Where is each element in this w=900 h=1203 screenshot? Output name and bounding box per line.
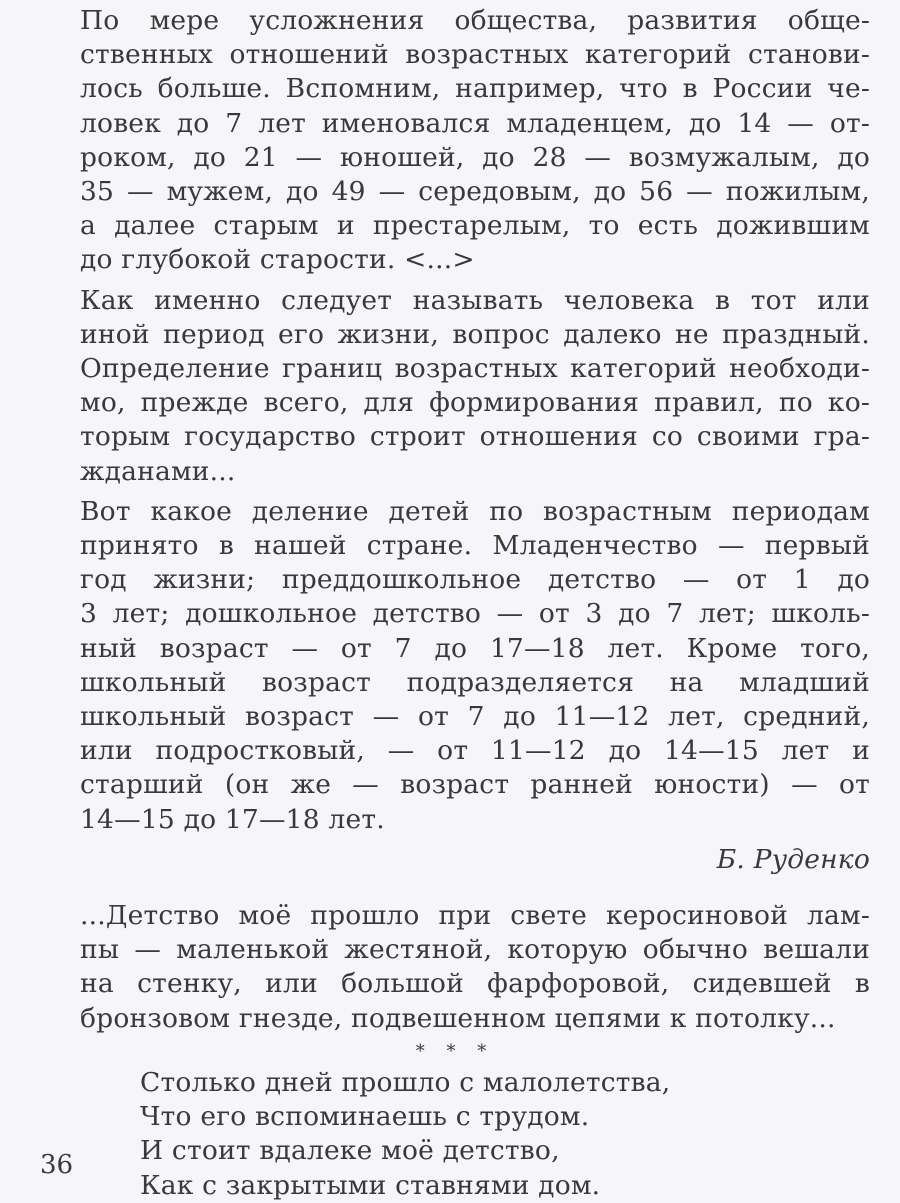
text-line: жданами... [80,455,236,487]
text-line: 35 — мужем, до 49 — середовым, до 56 — пожилым, [80,176,870,208]
text-line: лось больше. Вспомним, например, что в России че- [80,73,870,105]
text-line: а далее старым и престарелым, то есть дожившим [80,210,870,242]
paragraph-child-age-periods [40,495,870,837]
text-line: ловек до 7 лет именовался младенцем, до 14 — от- [80,107,870,139]
text-line: Как именно следует называть человека в тот или [80,284,870,316]
text-line: мо, прежде всего, для формирования правил, по ко- [80,387,870,419]
text-line: роком, до 21 — юношей, до 28 — возмужалым, до [80,141,870,173]
paragraph-memoir [40,899,870,1036]
text-line: Определение границ возрастных категорий необходи- [80,353,870,385]
page-number: 36 [40,1150,74,1180]
text-line: до глубокой старости. <...> [80,244,475,276]
text-line: бронзовом гнезде, подвешенном цепями к потолку... [80,1002,836,1034]
paragraph-naming-question [40,284,870,489]
poem-line: Как с закрытыми ставнями дом. [140,1169,601,1201]
text-line: ...Детство моё прошло при свете керосиновой лам- [80,900,870,932]
text-line: пы — маленькой жестяной, которую обычно вешали [80,934,870,966]
text-line: старший (он же — возраст ранней юности) — от [80,769,870,801]
text-line: ный возраст — от 7 до 17—18 лет. Кроме того, [80,632,870,664]
text-line: торым государство строит отношения со своими гра- [80,421,870,453]
poem-line: Столько дней прошло с малолетства, [140,1066,671,1098]
paragraph-age-categories-history [40,4,870,278]
section-separator: * * * [415,1040,495,1062]
text-line: 14—15 до 17—18 лет. [80,803,385,835]
text-line: иной период его жизни, вопрос далеко не праздный. [80,318,870,350]
text-line: школьный возраст подразделяется на младший [80,666,870,698]
text-line: По мере усложнения общества, развития обще- [80,5,870,36]
poem-line: Что его вспоминаешь с трудом. [140,1101,590,1133]
poem-line: И стоит вдалеке моё детство, [140,1135,560,1167]
text-line: ственных отношений возрастных категорий станови- [80,39,870,71]
text-line: школьный возраст — от 7 до 11—12 лет, средний, [80,701,870,733]
poem [140,1066,870,1203]
text-line: или подростковый, — от 11—12 до 14—15 лет и [80,735,870,767]
text-line: принято в нашей стране. Младенчество — первый [80,530,870,562]
text-line: год жизни; преддошкольное детство — от 1 до [80,564,870,596]
text-line: Вот какое деление детей по возрастным периодам [80,495,870,527]
page-content [40,4,870,1203]
text-line: на стенку, или большой фарфоровой, сидевшей в [80,968,870,1000]
text-line: 3 лет; дошкольное детство — от 3 до 7 лет; школь- [80,598,870,630]
author-signature: Б. Руденко [716,843,870,875]
